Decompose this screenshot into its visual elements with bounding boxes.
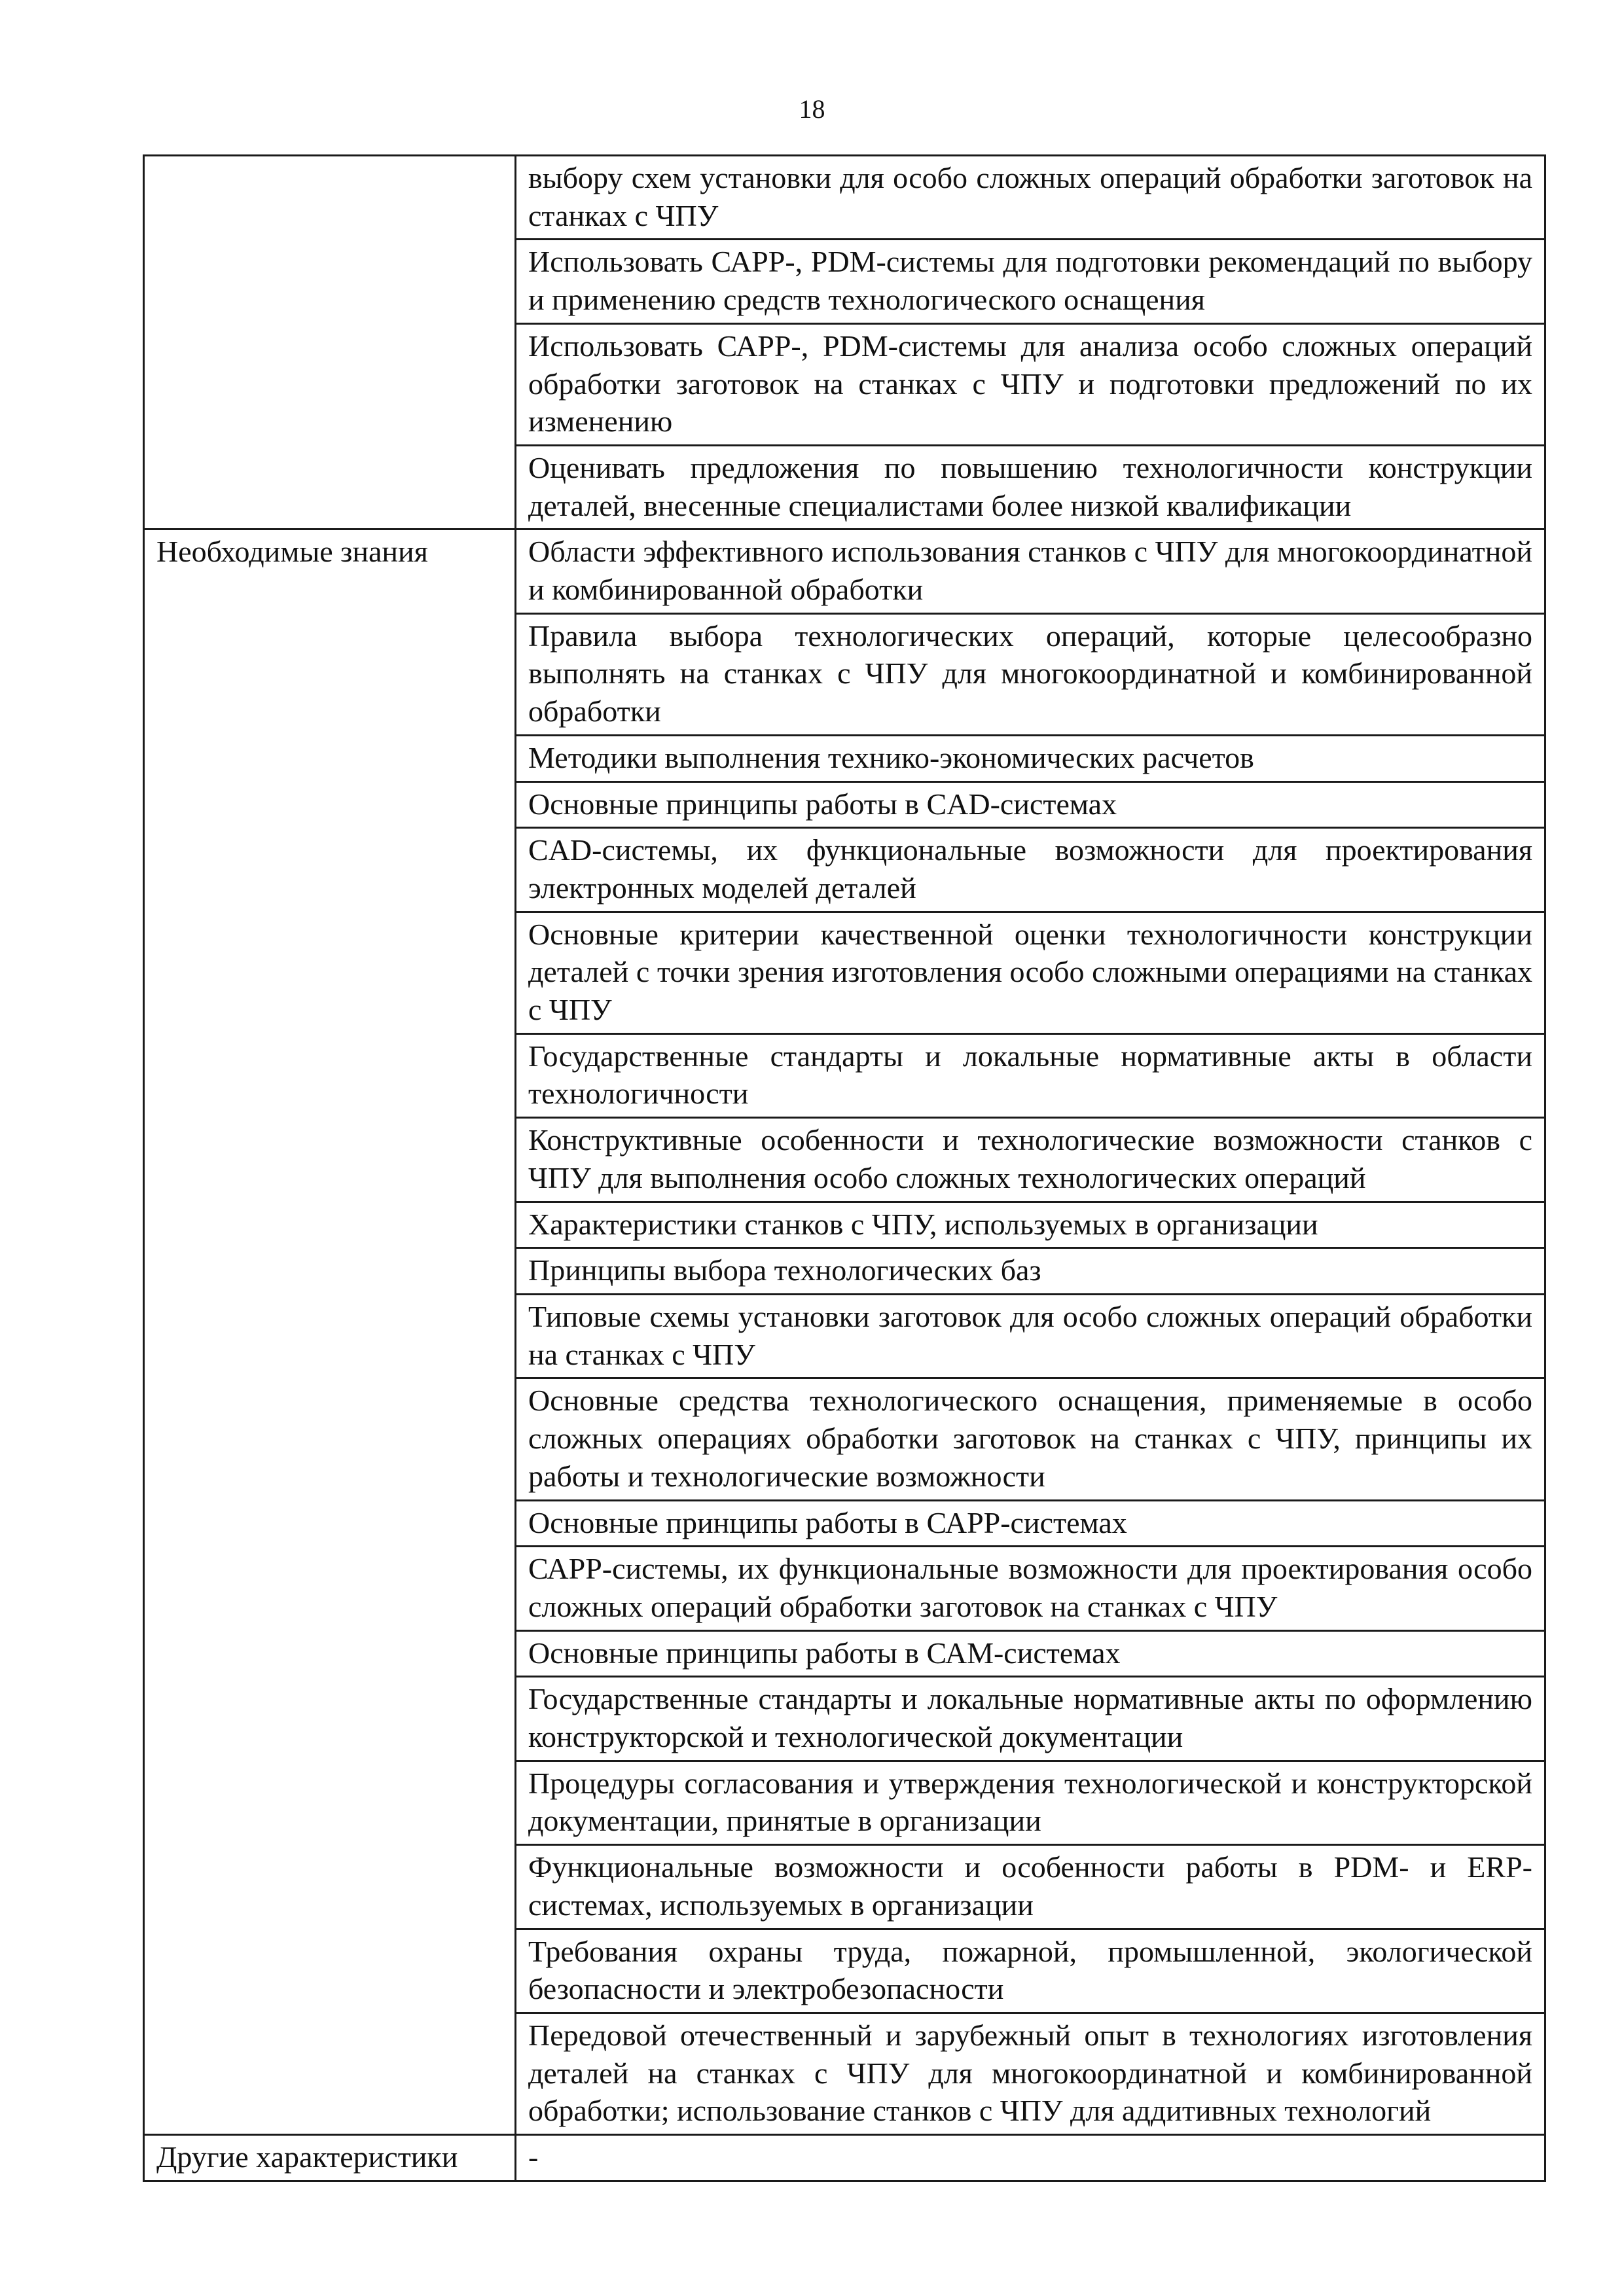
page-number: 18	[799, 94, 825, 124]
knowledge-item: Основные критерии качественной оценки технологичности конструкции деталей с точки зрения изготовления особо сложными операциями на станках с ЧПУ	[516, 912, 1545, 1033]
table-row	[144, 156, 1545, 240]
other-label: Другие характеристики	[144, 2135, 516, 2181]
knowledge-label: Необходимые знания	[144, 529, 516, 2135]
table-row	[144, 529, 1545, 613]
knowledge-item: Типовые схемы установки заготовок для особо сложных операций обработки на станках с ЧПУ	[516, 1294, 1545, 1378]
knowledge-item: Процедуры согласования и утверждения технологической и конструкторской документации, принятые в организации	[516, 1761, 1545, 1844]
knowledge-item: Основные принципы работы в САРР-системах	[516, 1500, 1545, 1547]
skills-item: Использовать САРР-, PDM-системы для анализа особо сложных операций обработки заготовок на станках с ЧПУ и подготовки предложений по их изменению	[516, 323, 1545, 445]
knowledge-item: Конструктивные особенности и технологические возможности станков с ЧПУ для выполнения особо сложных технологических операций	[516, 1118, 1545, 1202]
knowledge-item: Основные принципы работы в САМ-системах	[516, 1630, 1545, 1677]
knowledge-item: Требования охраны труда, пожарной, промышленной, экологической безопасности и электробезопасности	[516, 1929, 1545, 2013]
skills-label-cell	[144, 156, 516, 529]
knowledge-item: Основные принципы работы в CAD-системах	[516, 781, 1545, 828]
table-row	[144, 2135, 1545, 2181]
knowledge-item: Государственные стандарты и локальные нормативные акты по оформлению конструкторской и технологической документации	[516, 1677, 1545, 1761]
knowledge-item: Основные средства технологического оснащения, применяемые в особо сложных операциях обработки заготовок на станках с ЧПУ, принципы их работы и технологические возможности	[516, 1378, 1545, 1500]
skills-item: Оценивать предложения по повышению технологичности конструкции деталей, внесенные специалистами более низкой квалификации	[516, 445, 1545, 529]
qualification-table	[143, 154, 1546, 2182]
knowledge-item: Функциональные возможности и особенности работы в PDM- и ERP-системах, используемых в организации	[516, 1845, 1545, 1929]
knowledge-item: Характеристики станков с ЧПУ, используемых в организации	[516, 1202, 1545, 1248]
knowledge-item: Передовой отечественный и зарубежный опыт в технологиях изготовления деталей на станках с ЧПУ для многокоординатной и комбинированной обработки; использование станков с ЧПУ для аддитивных технологий	[516, 2013, 1545, 2134]
skills-item: Использовать САРР-, PDM-системы для подготовки рекомендаций по выбору и применению средств технологического оснащения	[516, 240, 1545, 323]
knowledge-item: CAD-системы, их функциональные возможности для проектирования электронных моделей деталей	[516, 828, 1545, 912]
knowledge-item: Методики выполнения технико-экономических расчетов	[516, 735, 1545, 781]
skills-item: выбору схем установки для особо сложных операций обработки заготовок на станках с ЧПУ	[516, 156, 1545, 240]
knowledge-item: Области эффективного использования станков с ЧПУ для многокоординатной и комбинированной обработки	[516, 529, 1545, 613]
knowledge-item: Принципы выбора технологических баз	[516, 1248, 1545, 1295]
knowledge-item: Правила выбора технологических операций, которые целесообразно выполнять на станках с ЧПУ для многокоординатной и комбинированной обработки	[516, 613, 1545, 735]
knowledge-item: САРР-системы, их функциональные возможности для проектирования особо сложных операций обработки заготовок на станках с ЧПУ	[516, 1547, 1545, 1630]
knowledge-item: Государственные стандарты и локальные нормативные акты в области технологичности	[516, 1033, 1545, 1117]
other-value: -	[516, 2135, 1545, 2181]
